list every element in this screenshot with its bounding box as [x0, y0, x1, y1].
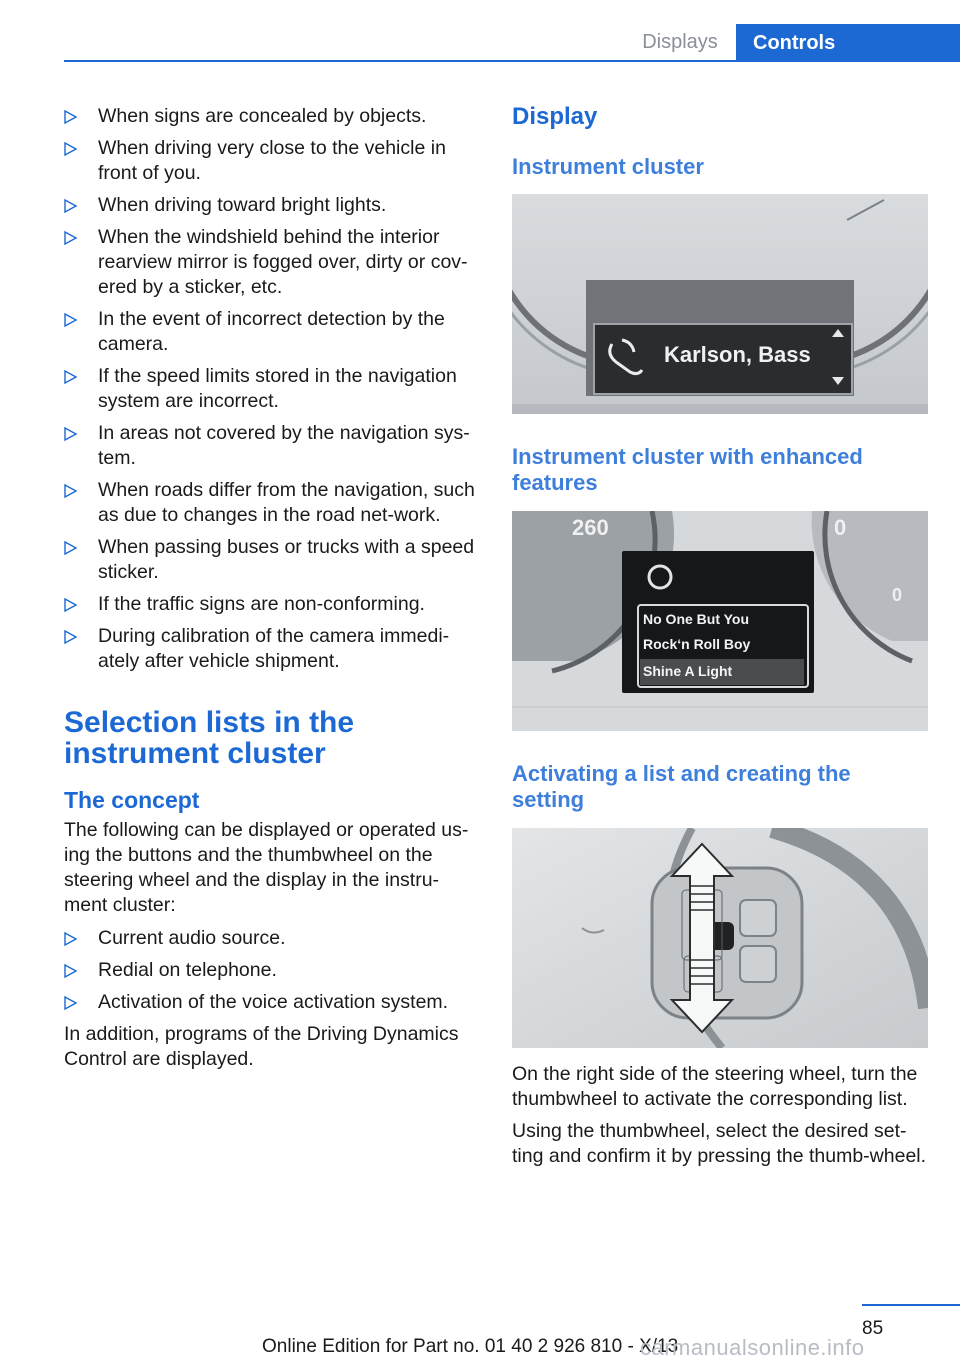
edition-text: Online Edition for Part no. 01 40 2 926 810 - X/13	[262, 1336, 679, 1357]
conditions-list	[64, 104, 480, 674]
activating-text-2: Using the thumbwheel, select the desired set-ting and confirm it by pressing the thumb-wheel.	[512, 1120, 927, 1167]
display-heading: Display	[512, 103, 598, 130]
concept-text: The following can be displayed or operated us-ing the buttons and the thumbwheel on the steering wheel and the display in the instru-ment cluster:	[64, 819, 469, 916]
activating-heading: Activating a list and creating the setting	[512, 761, 851, 812]
watermark: carmanualsonline.info	[640, 1335, 865, 1360]
list-item: If the speed limits stored in the navigation system are incorrect.	[64, 364, 480, 414]
left-column	[64, 104, 480, 1072]
footer-rule	[862, 1304, 960, 1306]
list-item: Activation of the voice activation system.	[64, 990, 480, 1015]
page-number: 85	[862, 1318, 884, 1339]
list-item: When signs are concealed by objects.	[64, 104, 480, 129]
page-header	[0, 24, 960, 62]
steering-wheel-image	[512, 828, 928, 1048]
gauge-left-label: 260	[572, 515, 609, 540]
song-item-selected: Shine A Light	[643, 663, 733, 679]
list-item: When driving toward bright lights.	[64, 193, 480, 218]
list-item: When roads differ from the navigation, such as due to changes in the road net-work.	[64, 478, 480, 528]
list-item: In areas not covered by the navigation sys-tem.	[64, 421, 480, 471]
gauge-right-bottom-label: 0	[892, 585, 903, 605]
list-item: When driving very close to the vehicle in front of you.	[64, 136, 480, 186]
list-item: Current audio source.	[64, 926, 480, 951]
list-item: Redial on telephone.	[64, 958, 480, 983]
cluster-heading: Instrument cluster	[512, 154, 704, 179]
header-rule	[64, 60, 960, 62]
tab-displays[interactable]: Displays	[642, 31, 718, 53]
song-item: No One But You	[643, 611, 750, 627]
instrument-cluster-image	[512, 194, 928, 414]
enhanced-heading: Instrument cluster with enhanced features	[512, 444, 863, 495]
list-item: In the event of incorrect detection by the camera.	[64, 307, 480, 357]
gauge-right-top-label: 0	[834, 515, 847, 540]
list-item: When passing buses or trucks with a speed sticker.	[64, 535, 480, 585]
list-item: During calibration of the camera immedi-ately after vehicle shipment.	[64, 624, 480, 674]
section-title: Selection lists in the instrument cluster	[64, 706, 355, 770]
tab-controls[interactable]: Controls	[736, 24, 960, 62]
closing-text: In addition, programs of the Driving Dynamics Control are displayed.	[64, 1023, 459, 1070]
cluster-display-text: Karlson, Bass	[664, 342, 811, 367]
concept-heading: The concept	[64, 787, 200, 813]
song-item: Rock‘n Roll Boy	[643, 636, 751, 652]
enhanced-cluster-image	[512, 511, 928, 731]
right-column	[512, 104, 928, 1169]
concept-list	[64, 926, 480, 1015]
activating-text-1: On the right side of the steering wheel, turn the thumbwheel to activate the corresponding list.	[512, 1063, 918, 1110]
list-item: If the traffic signs are non-conforming.	[64, 592, 480, 617]
list-item: When the windshield behind the interior rearview mirror is fogged over, dirty or cov-ered by a sticker, etc.	[64, 225, 480, 300]
